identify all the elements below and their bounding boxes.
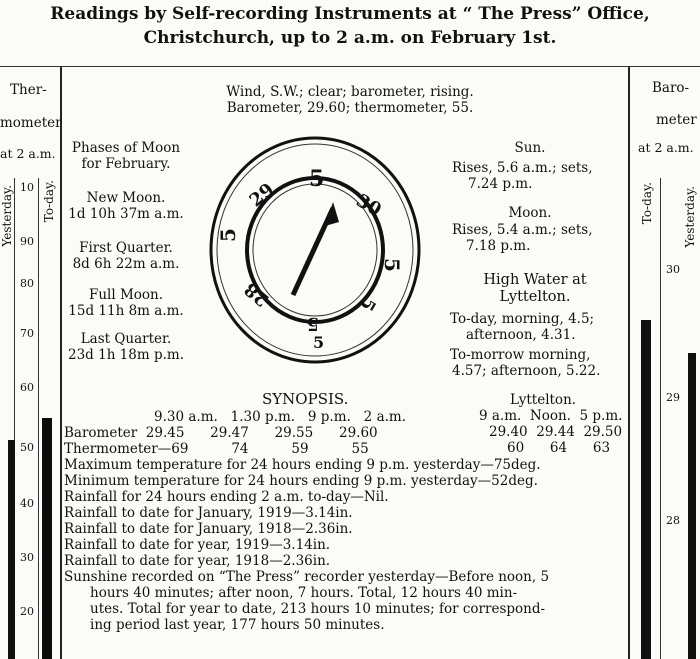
synopsis-thermometer: Thermometer—69 74 59 55 [64,441,369,457]
right-col-title2: meter [656,112,697,128]
left-scale-line-2 [38,178,39,659]
left-col-yesterday: Yesterday. [0,185,14,247]
dial-number: 5 [216,228,240,242]
min-temperature: Minimum temperature for 24 hours ending 9 p.m. yesterday—52deg. [64,473,538,489]
moon-set-time: 7.18 p.m. [466,238,531,254]
left-scale-label: 60 [20,381,34,394]
high-water-tomorrow: To-morrow morning, [450,347,591,363]
high-water-today-pm: afternoon, 4.31. [466,327,576,343]
synopsis-times: 9.30 a.m. 1.30 p.m. 9 p.m. 2 a.m. [154,409,406,425]
last-quarter-label: Last Quarter. [80,331,172,347]
high-water-subtitle: Lyttelton. [499,289,571,305]
dial-number: 5 [313,333,325,352]
left-scale-label: 50 [20,441,34,454]
left-yesterday-bar [8,440,15,659]
rainfall-24h: Rainfall for 24 hours ending 2 a.m. to-day—Nil. [64,489,389,505]
right-col-title3: at 2 a.m. [638,140,694,155]
left-col-title2: mometer [0,115,62,131]
rainfall-year-1918: Rainfall to date for year, 1918—2.36in. [64,553,331,569]
lyttelton-title: Lyttelton. [510,392,577,408]
wind-report: Wind, S.W.; clear; barometer, rising. [226,84,474,100]
left-scale-label: 20 [20,605,34,618]
left-col-title3: at 2 a.m. [0,146,56,161]
rainfall-jan-1919: Rainfall to date for January, 1919—3.14in. [64,505,353,521]
right-scale-label: 29 [666,391,680,404]
dial-number: 30 [352,190,385,221]
left-col-today: To-day. [42,180,56,223]
left-scale-label: 10 [20,181,34,194]
sunshine-line-3: utes. Total for year to date, 213 hours 10 minutes; for correspond- [90,601,546,617]
sunshine-line-2: hours 40 minutes; after noon, 7 hours. Total, 12 hours 40 min- [90,585,518,601]
high-water-title: High Water at [483,272,587,288]
left-today-bar [42,418,52,659]
moon-rise-set: Rises, 5.4 a.m.; sets, [452,222,593,238]
sun-rise-set: Rises, 5.6 a.m.; sets, [452,160,593,176]
right-scale-line [660,178,661,659]
sunshine-line-1: Sunshine recorded on “The Press” recorder yesterday—Before noon, 5 [64,569,550,585]
dial-number: 5 [355,293,380,315]
first-quarter-label: First Quarter. [79,240,173,256]
moon-phases-subtitle: for February. [81,156,171,172]
sunshine-line-4: ing period last year, 177 hours 50 minutes. [90,617,385,633]
high-water-tomorrow-pm: 4.57; afternoon, 5.22. [452,363,601,379]
full-moon-label: Full Moon. [88,287,164,303]
new-moon-time: 1d 10h 37m a.m. [68,206,184,222]
right-col-yesterday: Yesterday. [683,186,697,248]
sun-set-time: 7.24 p.m. [468,176,533,192]
top-rule [0,66,700,67]
full-moon-time: 15d 11h 8m a.m. [68,303,184,319]
right-divider [628,66,630,659]
barometer-dial [205,130,425,370]
rainfall-jan-1918: Rainfall to date for January, 1918—2.36in. [64,521,353,537]
left-scale-label: 30 [20,551,34,564]
high-water-today: To-day, morning, 4.5; [450,311,595,327]
lyttelton-thermometer: 60 64 63 [507,440,611,456]
rainfall-year-1919: Rainfall to date for year, 1919—3.14in. [64,537,331,553]
synopsis-barometer: Barometer 29.45 29.47 29.55 29.60 [64,425,378,441]
left-scale-label: 70 [20,327,34,340]
right-today-bar [641,320,651,659]
new-moon-label: New Moon. [86,190,166,206]
dial-needle-head [325,202,339,226]
right-scale-label: 30 [666,263,680,276]
last-quarter-time: 23d 1h 18m p.m. [68,347,184,363]
moon-title: Moon. [508,205,552,221]
right-yesterday-bar [688,353,696,659]
moon-phases-title: Phases of Moon [71,140,181,156]
lyttelton-barometer: 29.40 29.44 29.50 [489,424,623,440]
right-scale-label: 28 [666,514,680,527]
left-scale-label: 40 [20,497,34,510]
right-col-title1: Baro- [652,80,690,96]
barometer-report: Barometer, 29.60; thermometer, 55. [226,100,474,116]
header-subtitle: Christchurch, up to 2 a.m. on February 1st. [143,28,557,48]
dial-number: 5 [306,313,319,334]
right-col-today: To-day. [640,182,654,225]
sun-title: Sun. [514,140,546,156]
left-col-title1: Ther- [10,82,47,98]
lyttelton-times: 9 a.m. Noon. 5 p.m. [479,408,623,424]
dial-number: 29 [245,179,279,212]
dial-number: 28 [240,278,274,311]
first-quarter-time: 8d 6h 22m a.m. [72,256,180,272]
header-title: Readings by Self-recording Instruments at “ The Press” Office, [50,4,650,24]
dial-number: 5 [380,258,404,272]
synopsis-title: SYNOPSIS. [262,390,349,408]
left-scale-label: 90 [20,235,34,248]
max-temperature: Maximum temperature for 24 hours ending 9 p.m. yesterday—75deg. [64,457,541,473]
dial-number: 5 [309,166,325,192]
left-scale-label: 80 [20,277,34,290]
